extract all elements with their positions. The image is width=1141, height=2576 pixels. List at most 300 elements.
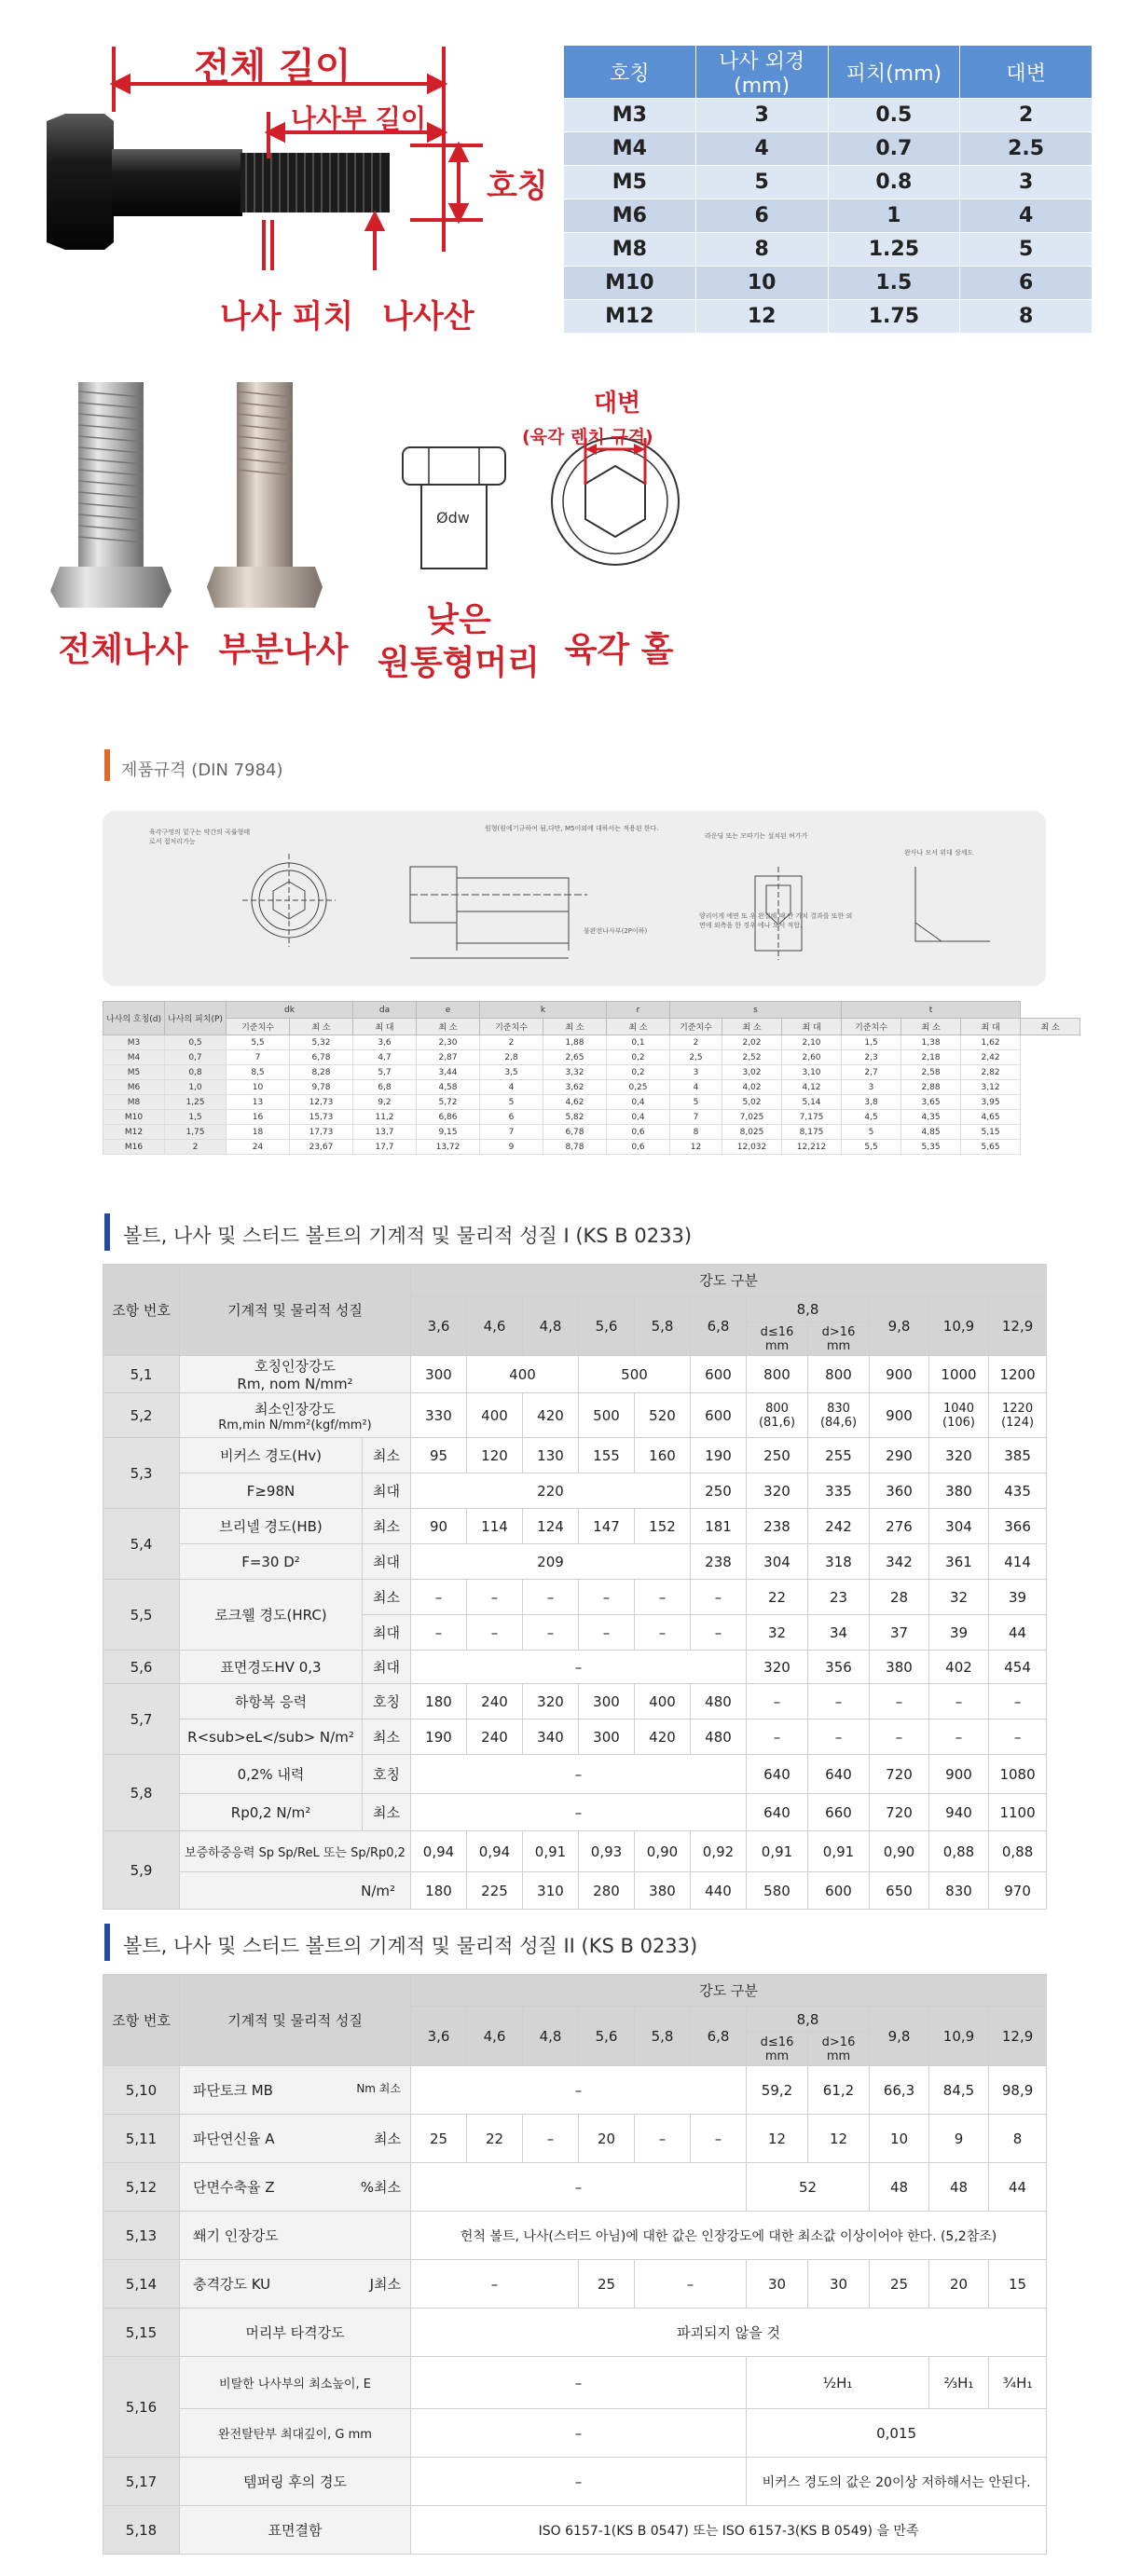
nominal-size-label: 호칭 [487, 168, 548, 205]
ks2-cell: 12 [747, 2115, 808, 2163]
spec-cell: 0.5 [828, 99, 960, 132]
din-note-6: 양리어게 에면 또 우 완결해 때 반 가치 결과를 또한 외면에 외측을 한 경우 에나 모서 적합. [699, 912, 853, 929]
ks1-cell: – [411, 1755, 747, 1794]
ks1-prop: 0,2% 내력 [180, 1755, 363, 1794]
spec-header-cell: 나사 외경(mm) [695, 46, 828, 99]
ks1-cell: 320 [929, 1438, 989, 1473]
ks2-header-grade: 강도 구분 [411, 1975, 1047, 2007]
din-table-row [103, 1095, 1080, 1110]
ks1-cell: 0,93 [579, 1831, 635, 1872]
ks2-cell: – [523, 2115, 579, 2163]
ks2-row-5-18 [103, 2506, 1047, 2555]
ks1-prop: F≥98N [180, 1473, 363, 1509]
ks1-prop-line: Rm, nom N/mm² [237, 1376, 353, 1392]
din-cell: 8,025 [722, 1125, 782, 1140]
ks2-no: 5,15 [103, 2309, 180, 2357]
ks1-cell: 32 [929, 1580, 989, 1615]
din-cell: 7 [480, 1125, 543, 1140]
ks1-cell: 160 [635, 1438, 691, 1473]
total-length-label: 전체 길이 [194, 46, 351, 89]
ks2-no: 5,12 [103, 2163, 180, 2212]
din-cell: 12 [670, 1140, 722, 1155]
din-header-s: s [670, 1002, 842, 1019]
ks2-grade-8-8: 8,8 [747, 2007, 870, 2033]
din-note-3: 라운딩 또는 모따기는 설치된 허가가 [705, 832, 808, 840]
din-cell: 2 [165, 1140, 227, 1155]
spec-cell: M6 [564, 199, 696, 233]
ks2-cell: 66,3 [870, 2066, 929, 2115]
spec-cell: 2 [960, 99, 1093, 132]
ks1-cell: – [411, 1580, 467, 1615]
ks1-row-5-1 [103, 1356, 1047, 1393]
spec-cell: 8 [695, 233, 828, 267]
ks1-no: 5,9 [103, 1831, 180, 1910]
ks1-section-bar [104, 1213, 110, 1251]
ks2-prop-unit: Nm 최소 [356, 2082, 401, 2095]
din-cell: 3,10 [782, 1065, 842, 1080]
ks2-grade-4-8: 4,8 [523, 2007, 579, 2066]
ks1-header-prop: 기계적 및 물리적 성질 [180, 1265, 411, 1356]
ks1-cell: 400 [467, 1393, 523, 1438]
ks1-cell: 155 [579, 1438, 635, 1473]
ks2-sub-88a: d≤16 mm [747, 2033, 808, 2066]
hex-socket-label: 육각 홀 [564, 631, 674, 669]
ks1-prop-line: 호칭인장강도 [254, 1358, 336, 1375]
spec-cell: 6 [960, 267, 1093, 300]
ks1-cell: 800 [747, 1356, 808, 1393]
ks1-cell: 380 [635, 1872, 691, 1910]
din-cell: 4,12 [782, 1080, 842, 1095]
din-cell: 0,2 [607, 1065, 670, 1080]
din-cell: 3,8 [842, 1095, 901, 1110]
ks1-no: 5,6 [103, 1651, 180, 1684]
din-cell: 13,72 [417, 1140, 480, 1155]
spec-cell: 5 [960, 233, 1093, 267]
din-table-row [103, 1050, 1080, 1065]
ks1-cell: 1200 [989, 1356, 1047, 1393]
ks1-cell: 900 [870, 1393, 929, 1438]
spec-cell: M4 [564, 132, 696, 166]
ks1-cell: 900 [870, 1356, 929, 1393]
ks2-cell: ½H₁ [747, 2357, 929, 2409]
din-header-d: 나사의 호칭(d) [103, 1002, 165, 1035]
din-cell: M4 [103, 1050, 165, 1065]
spec-cell: 8 [960, 300, 1093, 334]
ks1-grade-5-8: 5,8 [635, 1296, 691, 1356]
din-cell: 0,6 [607, 1125, 670, 1140]
ks1-prop [180, 1356, 411, 1393]
ks1-cell: – [929, 1720, 989, 1755]
ks2-prop-name: 파단연신율 A [193, 2131, 275, 2147]
din-table-row [103, 1065, 1080, 1080]
din-cell: 7,025 [722, 1110, 782, 1125]
ks1-limit: 최소 [363, 1509, 411, 1544]
din-cell: M16 [103, 1140, 165, 1155]
ks2-prop: 머리부 타격강도 [180, 2309, 411, 2357]
din-cell: 4,35 [901, 1110, 961, 1125]
ks1-limit: 최소 [363, 1794, 411, 1831]
ks1-cell: 300 [411, 1356, 467, 1393]
din-cell: 3,5 [480, 1065, 543, 1080]
ks2-grade-4-6: 4,6 [467, 2007, 523, 2066]
ks2-prop [180, 2163, 411, 2212]
din-cell: 5,14 [782, 1095, 842, 1110]
din-cell: 5,72 [417, 1095, 480, 1110]
ks1-row-5-7-nom [103, 1684, 1047, 1720]
din-cell: 5 [670, 1095, 722, 1110]
ks1-prop-line: 최소인장강도 [254, 1400, 336, 1418]
din-section-bar [104, 749, 110, 781]
ks1-cell: 800 [808, 1356, 870, 1393]
ks2-header-no: 조항 번호 [103, 1975, 180, 2066]
din-sub-header: 기준치수 [227, 1019, 290, 1035]
full-thread-label: 전체나사 [58, 631, 188, 669]
din-cell: 2,87 [417, 1050, 480, 1065]
ks2-grade-5-6: 5,6 [579, 2007, 635, 2066]
ks1-cell: 435 [989, 1473, 1047, 1509]
din-cell: 5,7 [353, 1065, 417, 1080]
ks2-row-5-16-e [103, 2357, 1047, 2409]
ks2-cell: 44 [989, 2163, 1047, 2212]
ks1-cell: 190 [411, 1720, 467, 1755]
ks2-cell: 8 [989, 2115, 1047, 2163]
ks2-prop-unit: 최소 [374, 2131, 401, 2147]
ks2-row-5-12 [103, 2163, 1047, 2212]
ks2-no: 5,16 [103, 2357, 180, 2458]
din-cell: 5,02 [722, 1095, 782, 1110]
din-cell: 4,85 [901, 1125, 961, 1140]
din-cell: 7 [227, 1050, 290, 1065]
ks1-cell: 800 (81,6) [747, 1393, 808, 1438]
ks1-cell: – [411, 1794, 747, 1831]
ks1-cell: – [579, 1615, 635, 1651]
ks1-cell: 250 [691, 1473, 747, 1509]
ks1-cell: 90 [411, 1509, 467, 1544]
din-header-t: t [842, 1002, 1021, 1019]
din-cell: 0,6 [607, 1140, 670, 1155]
ks1-cell: 830 [929, 1872, 989, 1910]
din-cell: 2,30 [417, 1035, 480, 1050]
ks2-no: 5,17 [103, 2458, 180, 2506]
ks2-row-5-15 [103, 2309, 1047, 2357]
ks2-cell: 비커스 경도의 값은 20이상 저하해서는 안된다. [747, 2458, 1047, 2506]
ks2-prop: 완전탈탄부 최대깊이, G mm [180, 2409, 411, 2458]
din-sub-header: 최 소 [722, 1019, 782, 1035]
din-cell: 8,175 [782, 1125, 842, 1140]
ks2-row-5-16-g [103, 2409, 1047, 2458]
din-header-da: da [353, 1002, 417, 1019]
ks1-cell: 37 [870, 1615, 929, 1651]
din-cell: 2,52 [722, 1050, 782, 1065]
spec-table-row [564, 199, 1093, 233]
din-cell: 8,78 [543, 1140, 607, 1155]
din-cell: 2,10 [782, 1035, 842, 1050]
ks1-cell: 280 [579, 1872, 635, 1910]
ks2-cell: 헌척 볼트, 나사(스터드 아님)에 대한 값은 인장강도에 대한 최소값 이상이어야 한다. (5,2참조) [411, 2212, 1047, 2260]
ks1-prop: F=30 D² [180, 1544, 363, 1580]
ks1-cell: 0,91 [523, 1831, 579, 1872]
ks1-cell: 830 (84,6) [808, 1393, 870, 1438]
ks2-cell: 22 [467, 2115, 523, 2163]
head-diameter-label: Ødw [436, 509, 470, 527]
ks1-cell: 147 [579, 1509, 635, 1544]
ks1-cell: 238 [747, 1509, 808, 1544]
ks2-prop-unit: J최소 [369, 2276, 401, 2293]
din-cell: 10 [227, 1080, 290, 1095]
ks1-cell: 300 [579, 1684, 635, 1720]
ks1-limit: 최대 [363, 1615, 411, 1651]
din-cell: 13 [227, 1095, 290, 1110]
din-cell: 2,7 [842, 1065, 901, 1080]
ks2-grade-10-9: 10,9 [929, 2007, 989, 2066]
spec-cell: 1.25 [828, 233, 960, 267]
ks2-section-title: 볼트, 나사 및 스터드 볼트의 기계적 및 물리적 성질 II (KS B 0233) [123, 1935, 698, 1957]
spec-cell: 4 [960, 199, 1093, 233]
ks1-limit: 최대 [363, 1651, 411, 1684]
ks1-sub-88a: d≤16 mm [747, 1322, 808, 1356]
ks2-prop-name: 충격강도 KU [193, 2276, 271, 2293]
ks1-cell: – [691, 1580, 747, 1615]
ks2-cell: 파괴되지 않을 것 [411, 2309, 1047, 2357]
spec-header-cell: 대변 [960, 46, 1093, 99]
ks2-cell: – [635, 2260, 747, 2309]
din-cell: 1,0 [165, 1080, 227, 1095]
ks1-cell: 39 [989, 1580, 1047, 1615]
din-cell: 1,88 [543, 1035, 607, 1050]
ks1-prop [180, 1393, 411, 1438]
din-cell: 3 [842, 1080, 901, 1095]
spec-cell: 6 [695, 199, 828, 233]
spec-header-cell: 호칭 [564, 46, 696, 99]
ks2-no: 5,10 [103, 2066, 180, 2115]
ks1-grade-3-6: 3,6 [411, 1296, 467, 1356]
ks1-cell: – [467, 1580, 523, 1615]
ks1-cell: 660 [808, 1794, 870, 1831]
spec-table-row [564, 267, 1093, 300]
din-cell: 5,32 [290, 1035, 353, 1050]
ks2-cell: 25 [870, 2260, 929, 2309]
ks1-cell: 340 [523, 1720, 579, 1755]
ks1-cell: 320 [523, 1684, 579, 1720]
din-sub-header: 최 소 [543, 1019, 607, 1035]
din-note-1: 육각구멍의 밑구는 약간의 곡률형태로서 접처리가능 [149, 829, 251, 845]
ks2-no: 5,13 [103, 2212, 180, 2260]
ks1-cell: 320 [747, 1651, 808, 1684]
spec-cell: 12 [695, 300, 828, 334]
spec-cell: 3 [960, 166, 1093, 199]
ks2-cell: 48 [929, 2163, 989, 2212]
low-head-label-line1: 낮은 [426, 601, 491, 639]
ks1-grade-5-6: 5,6 [579, 1296, 635, 1356]
spec-cell: 1.75 [828, 300, 960, 334]
ks1-cell: 640 [747, 1755, 808, 1794]
ks2-cell: 12 [808, 2115, 870, 2163]
din-cell: 4,02 [722, 1080, 782, 1095]
din-cell: M12 [103, 1125, 165, 1140]
ks1-cell: 440 [691, 1872, 747, 1910]
ks1-row-5-4-max [103, 1544, 1047, 1580]
din-cell: M8 [103, 1095, 165, 1110]
din-cell: 18 [227, 1125, 290, 1140]
din-cell: 13,7 [353, 1125, 417, 1140]
din-cell: M10 [103, 1110, 165, 1125]
ks2-row-5-11 [103, 2115, 1047, 2163]
partial-thread-label: 부분나사 [218, 631, 349, 669]
din-cell: 2 [480, 1035, 543, 1050]
ks1-cell: 720 [870, 1794, 929, 1831]
ks1-limit: 최소 [363, 1580, 411, 1615]
din-cell: 6,8 [353, 1080, 417, 1095]
din-cell: 0,1 [607, 1035, 670, 1050]
din-table-row [103, 1140, 1080, 1155]
din-sub-header: 기준치수 [670, 1019, 722, 1035]
din-cell: 5,65 [961, 1140, 1021, 1155]
din-cell: 2,65 [543, 1050, 607, 1065]
ks1-cell: 32 [747, 1615, 808, 1651]
ks1-cell: 1100 [989, 1794, 1047, 1831]
din-cell: 2,60 [782, 1050, 842, 1065]
din-cell: 3,02 [722, 1065, 782, 1080]
din-cell: 4,62 [543, 1095, 607, 1110]
ks2-cell: – [411, 2066, 747, 2115]
din-cell: 3 [670, 1065, 722, 1080]
din-cell: 17,73 [290, 1125, 353, 1140]
din-cell: 6,86 [417, 1110, 480, 1125]
din-sub-header: 최 소 [607, 1019, 670, 1035]
ks1-row-5-7-min [103, 1720, 1047, 1755]
ks1-cell: 330 [411, 1393, 467, 1438]
ks1-cell: 300 [579, 1720, 635, 1755]
ks1-cell: 640 [808, 1755, 870, 1794]
din-cell: 9,2 [353, 1095, 417, 1110]
ks2-prop-name: 단면수축율 Z [193, 2179, 275, 2196]
ks2-cell: – [411, 2163, 747, 2212]
ks1-cell: 1080 [989, 1755, 1047, 1794]
spec-cell: 2.5 [960, 132, 1093, 166]
spec-cell: 1 [828, 199, 960, 233]
ks1-prop: 로크웰 경도(HRC) [180, 1580, 363, 1651]
ks1-cell: 120 [467, 1438, 523, 1473]
ks1-cell: 39 [929, 1615, 989, 1651]
ks1-cell: 114 [467, 1509, 523, 1544]
ks2-cell: 25 [411, 2115, 467, 2163]
ks2-cell: 61,2 [808, 2066, 870, 2115]
din-cell: 12,73 [290, 1095, 353, 1110]
ks2-cell: 9 [929, 2115, 989, 2163]
din-cell: 2,82 [961, 1065, 1021, 1080]
ks1-grade-10-9: 10,9 [929, 1296, 989, 1356]
ks1-grade-9-8: 9,8 [870, 1296, 929, 1356]
ks2-cell: 48 [870, 2163, 929, 2212]
din-cell: 1,75 [165, 1125, 227, 1140]
ks1-prop: N/m² [180, 1872, 411, 1910]
ks1-cell: 366 [989, 1509, 1047, 1544]
din-sub-header: 최 소 [290, 1019, 353, 1035]
ks1-cell: – [579, 1580, 635, 1615]
ks2-grade-5-8: 5,8 [635, 2007, 691, 2066]
ks1-cell: 500 [579, 1393, 635, 1438]
low-head-label-line2: 원통형머리 [378, 644, 540, 682]
din-cell: 9,15 [417, 1125, 480, 1140]
ks1-cell: 152 [635, 1509, 691, 1544]
ks2-cell: – [411, 2260, 579, 2309]
ks2-cell: – [635, 2115, 691, 2163]
ks1-cell: 600 [691, 1393, 747, 1438]
din-title-text: 제품규격 [121, 760, 186, 780]
ks1-no: 5,8 [103, 1755, 180, 1831]
din-cell: 8,5 [227, 1065, 290, 1080]
ks1-cell: 335 [808, 1473, 870, 1509]
ks2-prop-unit: %최소 [360, 2179, 401, 2196]
spec-cell: 10 [695, 267, 828, 300]
ks1-cell: 124 [523, 1509, 579, 1544]
ks2-prop: 템퍼링 후의 경도 [180, 2458, 411, 2506]
ks2-no: 5,18 [103, 2506, 180, 2555]
din-cell: 3,44 [417, 1065, 480, 1080]
ks2-cell: ¾H₁ [989, 2357, 1047, 2409]
ks1-cell: 640 [747, 1794, 808, 1831]
ks2-prop [180, 2115, 411, 2163]
ks2-prop: 표면결함 [180, 2506, 411, 2555]
spec-cell: 4 [695, 132, 828, 166]
din-cell: 0,7 [165, 1050, 227, 1065]
ks1-cell: 0,88 [929, 1831, 989, 1872]
ks2-cell: 30 [808, 2260, 870, 2309]
ks2-cell: 52 [747, 2163, 870, 2212]
spec-cell: M3 [564, 99, 696, 132]
ks1-cell: – [870, 1684, 929, 1720]
ks1-limit: 호칭 [363, 1755, 411, 1794]
ks1-cell: 240 [467, 1684, 523, 1720]
ks1-no: 5,3 [103, 1438, 180, 1509]
din-cell: 8,28 [290, 1065, 353, 1080]
din-sub-header: 최 대 [353, 1019, 417, 1035]
din-cell: 16 [227, 1110, 290, 1125]
din-cell: M6 [103, 1080, 165, 1095]
din-sub-header: 최 소 [901, 1019, 961, 1035]
ks1-cell: 480 [691, 1684, 747, 1720]
ks2-cell: ⅔H₁ [929, 2357, 989, 2409]
spec-table-row [564, 132, 1093, 166]
din-sub-header: 최 소 [1021, 1019, 1080, 1035]
ks2-cell: ISO 6157-1(KS B 0547) 또는 ISO 6157-3(KS B 0549) 을 만족 [411, 2506, 1047, 2555]
ks1-cell: 600 [691, 1356, 747, 1393]
din-cell: 4,65 [961, 1110, 1021, 1125]
ks1-cell: 900 [929, 1755, 989, 1794]
din-cell: 3,65 [901, 1095, 961, 1110]
ks1-limit: 최소 [363, 1438, 411, 1473]
din-drawing-panel [103, 811, 1046, 986]
din-header-k: k [480, 1002, 607, 1019]
ks1-row-5-6 [103, 1651, 1047, 1684]
spec-table-row [564, 233, 1093, 267]
din-cell: 2,58 [901, 1065, 961, 1080]
din-cell: 0,4 [607, 1110, 670, 1125]
metric-thread-spec-table [563, 45, 1093, 334]
ks1-cell: 23 [808, 1580, 870, 1615]
din-cell: 2,3 [842, 1050, 901, 1065]
ks2-section-bar [104, 1924, 110, 1961]
ks1-cell: 130 [523, 1438, 579, 1473]
din-cell: 0,8 [165, 1065, 227, 1080]
ks2-header-prop: 기계적 및 물리적 성질 [180, 1975, 411, 2066]
ks1-prop: 표면경도HV 0,3 [180, 1651, 363, 1684]
ks1-cell: – [989, 1684, 1047, 1720]
ks1-cell: 480 [691, 1720, 747, 1755]
din-cell: 7,175 [782, 1110, 842, 1125]
din-cell: 6,78 [543, 1125, 607, 1140]
din-header-p: 나사의 피치(P) [165, 1002, 227, 1035]
